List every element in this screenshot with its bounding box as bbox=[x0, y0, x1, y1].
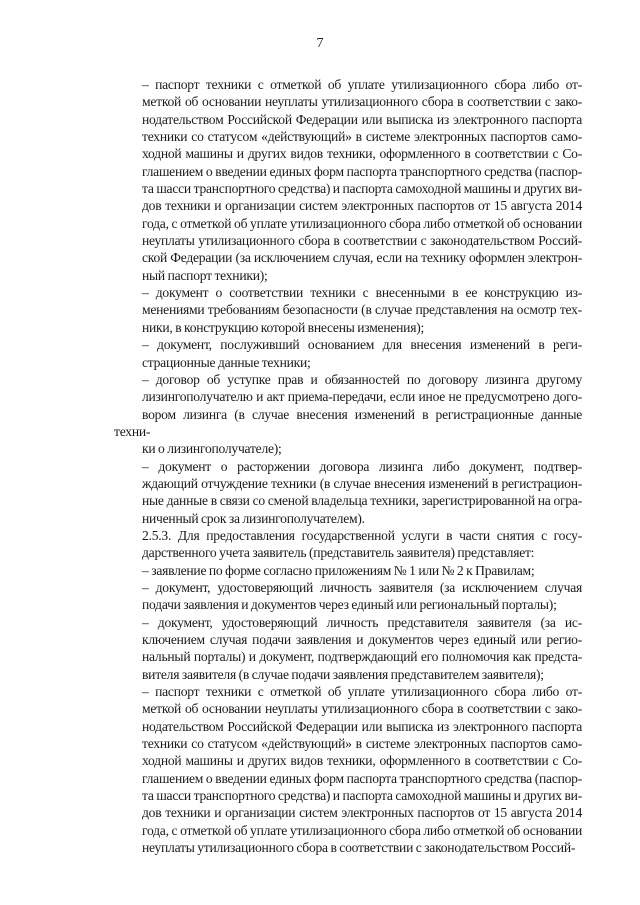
text-line: нодательством Российской Федерации или выписка из электронного паспорта bbox=[142, 718, 582, 734]
text-line: вителя заявителя (в случае подачи заявления представителем заявителя); bbox=[142, 666, 544, 682]
text-line: – документ о расторжении договора лизинга либо документ, подтвер- bbox=[142, 458, 582, 474]
text-line: – документ, удостоверяющий личность заявителя (за исключением случая bbox=[142, 579, 582, 595]
paragraph-p4 bbox=[114, 371, 582, 458]
text-line: – паспорт техники с отметкой об уплате утилизационного сбора либо от- bbox=[142, 684, 582, 700]
document-body bbox=[114, 76, 582, 856]
text-line: дов техники и организации систем электронных паспортов от 15 августа 2014 bbox=[142, 198, 582, 214]
text-line: – документ о соответствии техники с внесенными в ее конструкцию из- bbox=[142, 285, 582, 301]
text-line: меткой об основании неуплаты утилизационного сбора в соответствии с зако- bbox=[142, 701, 582, 717]
text-line: дов техники и организации систем электронных паспортов от 15 августа 2014 bbox=[142, 805, 582, 821]
text-line: ный паспорт техники); bbox=[142, 267, 268, 283]
page-number: 7 bbox=[316, 36, 324, 51]
text-line: – паспорт техники с отметкой об уплате утилизационного сбора либо от- bbox=[142, 77, 582, 92]
paragraph-p8 bbox=[114, 579, 582, 614]
paragraph-p1 bbox=[114, 76, 582, 284]
text-line: ходной машины и других видов техники, оформленного в соответствии с Со- bbox=[142, 753, 582, 769]
paragraph-p5 bbox=[114, 458, 582, 527]
text-line: глашением о введении единых форм паспорта транспортного средства (паспор- bbox=[142, 163, 582, 179]
text-line: ской Федерации (за исключением случая, если на технику оформлен электрон- bbox=[142, 250, 582, 266]
text-line: ждающий отчуждение техники (в случае внесения изменений в регистрацион- bbox=[142, 475, 582, 491]
text-line: ходной машины и других видов техники, оформленного в соответствии с Со- bbox=[142, 146, 582, 162]
text-line: техники со статусом «действующий» в системе электронных паспортов само- bbox=[142, 129, 582, 145]
text-line: неуплаты утилизационного сбора в соответствии с законодательством Россий- bbox=[142, 840, 576, 856]
text-line: года, с отметкой об уплате утилизационного сбора либо отметкой об основании bbox=[142, 215, 582, 231]
text-line: та шасси транспортного средства) и паспорта самоходной машины и других ви- bbox=[142, 181, 582, 197]
text-line: та шасси транспортного средства) и паспорта самоходной машины и других ви- bbox=[142, 788, 582, 804]
paragraph-p6 bbox=[114, 527, 582, 562]
text-line: дарственного учета заявитель (представитель заявителя) представляет: bbox=[142, 545, 535, 561]
text-line: ки о лизингополучателе); bbox=[142, 441, 282, 457]
paragraph-p10 bbox=[114, 683, 582, 856]
paragraph-p2 bbox=[114, 284, 582, 336]
text-line: нальный порталы) и документ, подтверждающий его полномочия как предста- bbox=[142, 649, 582, 665]
text-line: нодательством Российской Федерации или выписка из электронного паспорта bbox=[142, 111, 582, 127]
text-line: 2.5.3. Для предоставления государственной услуги в части снятия с госу- bbox=[142, 527, 582, 543]
paragraph-p3 bbox=[114, 336, 582, 371]
text-line: страционные данные техники; bbox=[142, 354, 311, 370]
text-line: неуплаты утилизационного сбора в соответствии с законодательством Россий- bbox=[142, 233, 582, 249]
text-line: менениями требованиям безопасности (в случае представления на осмотр тех- bbox=[142, 302, 582, 318]
text-line: – заявление по форме согласно приложениям № 1 или № 2 к Правилам; bbox=[142, 562, 535, 578]
text-line: меткой об основании неуплаты утилизационного сбора в соответствии с зако- bbox=[142, 94, 582, 110]
text-line: вором лизинга (в случае внесения изменений в регистрационные данные техни- bbox=[114, 406, 582, 439]
text-line: ниченный срок за лизингополучателем). bbox=[142, 510, 365, 526]
text-line: глашением о введении единых форм паспорта транспортного средства (паспор- bbox=[142, 770, 582, 786]
text-line: – договор об уступке прав и обязанностей по договору лизинга другому bbox=[142, 371, 582, 387]
text-line: ники, в конструкцию которой внесены изменения); bbox=[142, 319, 425, 335]
text-line: ные данные в связи со сменой владельца техники, зарегистрированной на огра- bbox=[142, 493, 582, 509]
text-line: – документ, послуживший основанием для внесения изменений в реги- bbox=[142, 337, 582, 353]
text-line: лизингополучателю и акт приема-передачи, если иное не предусмотрено дого- bbox=[142, 389, 582, 405]
text-line: – документ, удостоверяющий личность представителя заявителя (за ис- bbox=[142, 614, 582, 630]
text-line: подачи заявления и документов через единый или региональный порталы); bbox=[142, 597, 557, 613]
paragraph-p9 bbox=[114, 614, 582, 683]
text-line: года, с отметкой об уплате утилизационного сбора либо отметкой об основании bbox=[142, 822, 582, 838]
text-line: ключением случая подачи заявления и документов через единый или регио- bbox=[142, 632, 582, 647]
text-line: техники со статусом «действующий» в системе электронных паспортов само- bbox=[142, 736, 582, 752]
paragraph-p7 bbox=[114, 562, 582, 579]
